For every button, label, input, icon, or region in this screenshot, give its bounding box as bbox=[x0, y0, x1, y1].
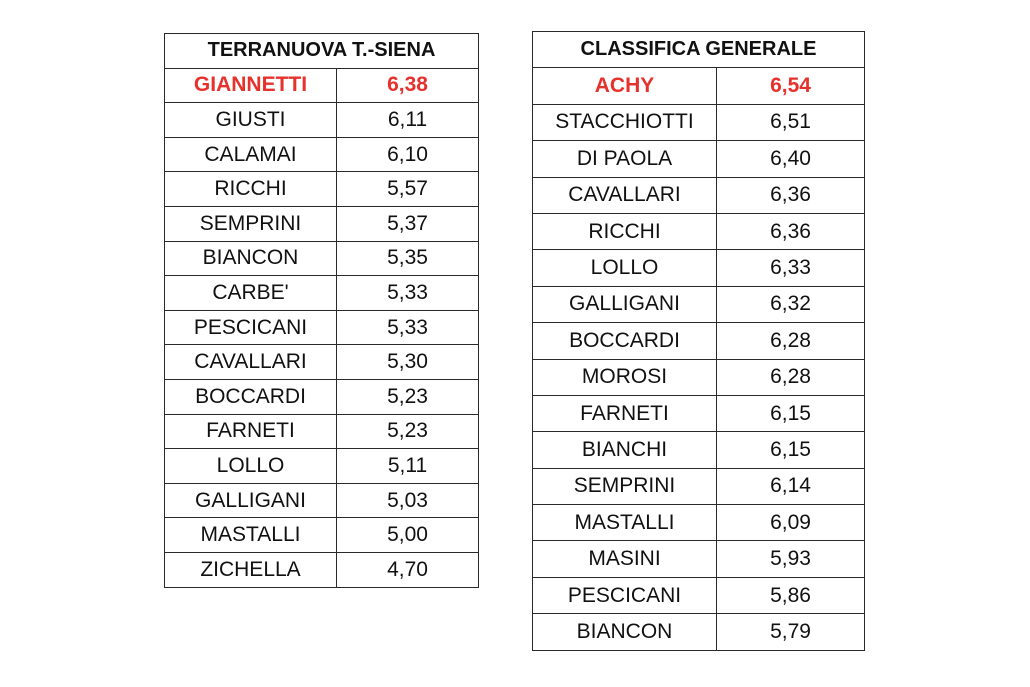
player-name-cell: CARBE' bbox=[165, 276, 337, 311]
overall-standings-body bbox=[533, 32, 865, 651]
player-name-cell: SEMPRINI bbox=[533, 468, 717, 504]
player-score-cell: 6,32 bbox=[717, 286, 865, 322]
player-name-cell: RICCHI bbox=[533, 213, 717, 249]
player-score-cell: 5,11 bbox=[337, 449, 479, 484]
player-name-cell: BOCCARDI bbox=[165, 379, 337, 414]
player-name-cell: LOLLO bbox=[165, 449, 337, 484]
match-ratings-body bbox=[165, 34, 479, 588]
table-row bbox=[165, 276, 479, 311]
player-name-cell: RICCHI bbox=[165, 172, 337, 207]
table-row bbox=[165, 518, 479, 553]
table-row bbox=[165, 449, 479, 484]
player-name-cell: MASINI bbox=[533, 541, 717, 577]
player-name-cell: BIANCON bbox=[165, 241, 337, 276]
player-score-cell: 6,36 bbox=[717, 213, 865, 249]
player-name-cell: LOLLO bbox=[533, 250, 717, 286]
table-row bbox=[165, 241, 479, 276]
player-score-cell: 5,33 bbox=[337, 310, 479, 345]
table-row bbox=[533, 141, 865, 177]
player-name-cell: MASTALLI bbox=[533, 505, 717, 541]
table-row bbox=[533, 104, 865, 140]
table-title: CLASSIFICA GENERALE bbox=[533, 32, 865, 68]
table-row bbox=[533, 395, 865, 431]
table-row bbox=[533, 286, 865, 322]
table-row bbox=[165, 379, 479, 414]
table-title: TERRANUOVA T.-SIENA bbox=[165, 34, 479, 69]
table-row bbox=[165, 172, 479, 207]
player-score-cell: 6,33 bbox=[717, 250, 865, 286]
player-name-cell: CALAMAI bbox=[165, 137, 337, 172]
table-row bbox=[533, 505, 865, 541]
player-score-cell: 6,38 bbox=[337, 68, 479, 103]
table-title-row bbox=[165, 34, 479, 69]
player-score-cell: 6,15 bbox=[717, 432, 865, 468]
table-row bbox=[165, 552, 479, 587]
player-score-cell: 5,00 bbox=[337, 518, 479, 553]
player-name-cell: SEMPRINI bbox=[165, 206, 337, 241]
table-title-row bbox=[533, 32, 865, 68]
player-score-cell: 6,40 bbox=[717, 141, 865, 177]
table-row bbox=[533, 468, 865, 504]
table-row bbox=[533, 614, 865, 650]
player-score-cell: 6,15 bbox=[717, 395, 865, 431]
player-name-cell: BOCCARDI bbox=[533, 323, 717, 359]
player-score-cell: 5,86 bbox=[717, 577, 865, 613]
player-name-cell: CAVALLARI bbox=[165, 345, 337, 380]
table-row bbox=[165, 68, 479, 103]
table-row bbox=[165, 414, 479, 449]
player-score-cell: 6,14 bbox=[717, 468, 865, 504]
player-name-cell: GALLIGANI bbox=[165, 483, 337, 518]
table-row bbox=[533, 432, 865, 468]
table-row bbox=[533, 323, 865, 359]
table-row bbox=[165, 483, 479, 518]
table-row bbox=[165, 310, 479, 345]
player-name-cell: FARNETI bbox=[165, 414, 337, 449]
player-score-cell: 5,57 bbox=[337, 172, 479, 207]
player-name-cell: ZICHELLA bbox=[165, 552, 337, 587]
player-name-cell: MASTALLI bbox=[165, 518, 337, 553]
player-name-cell: PESCICANI bbox=[533, 577, 717, 613]
table-row bbox=[533, 213, 865, 249]
player-name-cell: DI PAOLA bbox=[533, 141, 717, 177]
player-score-cell: 5,93 bbox=[717, 541, 865, 577]
player-name-cell: GIUSTI bbox=[165, 103, 337, 138]
player-score-cell: 6,51 bbox=[717, 104, 865, 140]
player-score-cell: 5,79 bbox=[717, 614, 865, 650]
player-name-cell: GALLIGANI bbox=[533, 286, 717, 322]
player-name-cell: BIANCHI bbox=[533, 432, 717, 468]
player-name-cell: GIANNETTI bbox=[165, 68, 337, 103]
player-score-cell: 6,54 bbox=[717, 68, 865, 104]
table-row bbox=[533, 541, 865, 577]
overall-standings-table bbox=[532, 31, 865, 651]
player-score-cell: 6,28 bbox=[717, 359, 865, 395]
player-score-cell: 5,37 bbox=[337, 206, 479, 241]
player-name-cell: FARNETI bbox=[533, 395, 717, 431]
table-row bbox=[165, 137, 479, 172]
player-score-cell: 5,35 bbox=[337, 241, 479, 276]
table-row bbox=[533, 177, 865, 213]
player-score-cell: 5,03 bbox=[337, 483, 479, 518]
player-score-cell: 5,23 bbox=[337, 379, 479, 414]
player-score-cell: 6,28 bbox=[717, 323, 865, 359]
table-row bbox=[533, 68, 865, 104]
table-row bbox=[165, 103, 479, 138]
player-score-cell: 5,23 bbox=[337, 414, 479, 449]
player-name-cell: BIANCON bbox=[533, 614, 717, 650]
table-row bbox=[533, 577, 865, 613]
player-name-cell: PESCICANI bbox=[165, 310, 337, 345]
table-row bbox=[165, 206, 479, 241]
table-row bbox=[165, 345, 479, 380]
player-name-cell: MOROSI bbox=[533, 359, 717, 395]
player-name-cell: STACCHIOTTI bbox=[533, 104, 717, 140]
player-score-cell: 6,10 bbox=[337, 137, 479, 172]
player-score-cell: 6,36 bbox=[717, 177, 865, 213]
player-name-cell: CAVALLARI bbox=[533, 177, 717, 213]
player-score-cell: 6,09 bbox=[717, 505, 865, 541]
table-row bbox=[533, 250, 865, 286]
player-score-cell: 5,30 bbox=[337, 345, 479, 380]
player-name-cell: ACHY bbox=[533, 68, 717, 104]
player-score-cell: 4,70 bbox=[337, 552, 479, 587]
match-ratings-table bbox=[164, 33, 479, 588]
table-row bbox=[533, 359, 865, 395]
player-score-cell: 6,11 bbox=[337, 103, 479, 138]
player-score-cell: 5,33 bbox=[337, 276, 479, 311]
